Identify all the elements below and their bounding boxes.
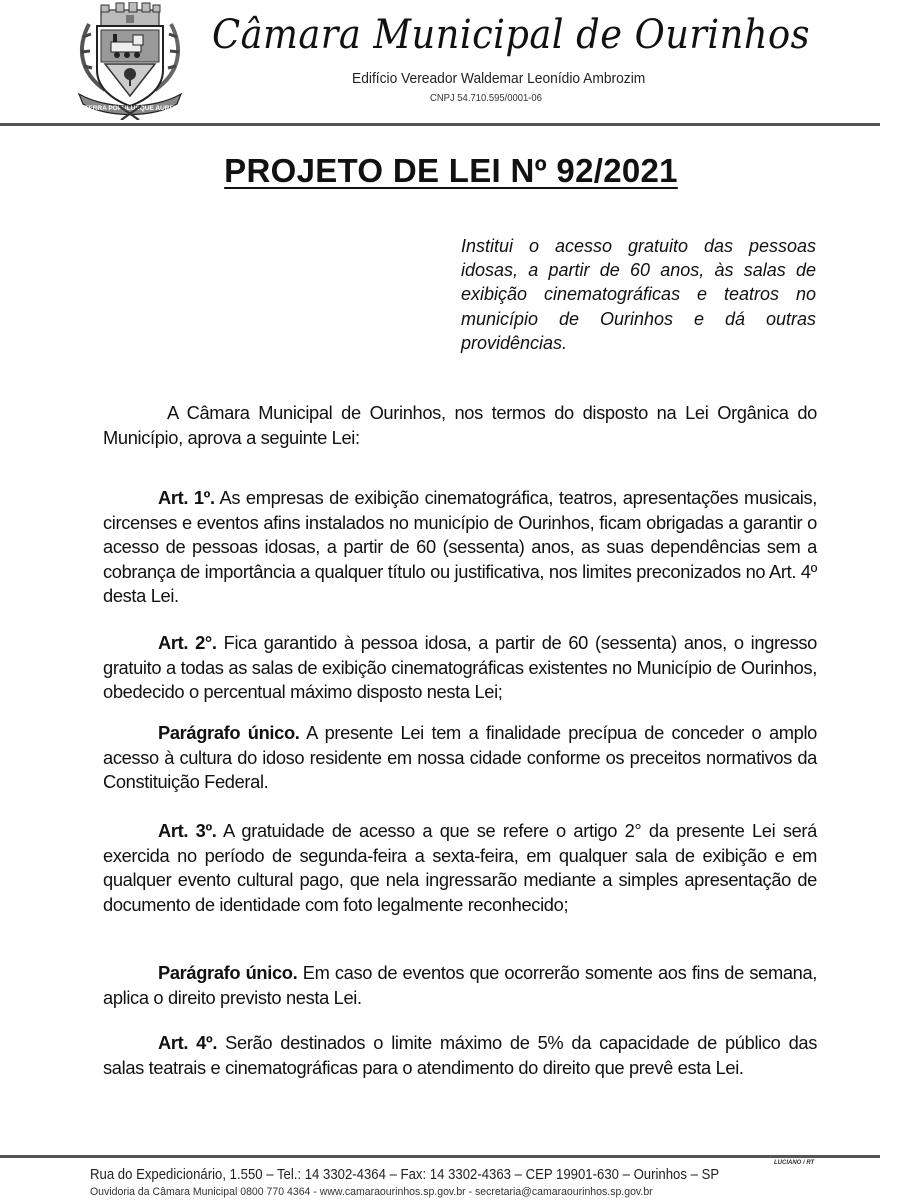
footer-address: Rua do Expedicionário, 1.550 – Tel.: 14 3302-4364 – Fax: 14 3302-4363 – CEP 19901-630 – Ourinhos – SP: [90, 1167, 720, 1183]
paragraph-text: A presente Lei tem a finalidade precípua de conceder o amplo acesso à cultura do idoso residente em nossa cidade conforme os preceitos normativos da Constituição Federal.: [103, 722, 817, 793]
article-3: [103, 819, 817, 917]
article-2: [103, 631, 817, 705]
municipal-coat-of-arms-icon: [67, 2, 193, 120]
preamble-text: A Câmara Municipal de Ourinhos, nos termos do disposto na Lei Orgânica do Município, aprova a seguinte Lei:: [103, 402, 817, 448]
article-text: A gratuidade de acesso a que se refere o artigo 2° da presente Lei será exercida no período de segunda-feira a sexta-feira, em qualquer sala de exibição e em qualquer evento cultural pago, que nela ingressarão mediante a simples apresentação de documento de identidade com foto legalmente reconhecido;: [103, 820, 817, 915]
document-title-text: PROJETO DE LEI Nº 92/2021: [224, 152, 678, 189]
crest-motto: TERRA POPULUSQUE AUREI: [84, 105, 176, 112]
article-label: Art. 1º.: [158, 487, 215, 508]
article-label: Art. 4º.: [158, 1032, 218, 1053]
article-text: Serão destinados o limite máximo de 5% da capacidade de público das salas teatrais e cinematográficas para o atendimento do direito que prevê esta Lei.: [103, 1032, 817, 1078]
paragraph-label: Parágrafo único.: [158, 962, 298, 983]
organization-name: Câmara Municipal de Ourinhos: [212, 12, 810, 58]
article-1: [103, 486, 817, 609]
cnpj-number: CNPJ 54.710.595/0001-06: [430, 92, 542, 104]
paragraph-text: Em caso de eventos que ocorrerão somente aos fins de semana, aplica o direito previsto nesta Lei.: [103, 962, 818, 1008]
article-3-sole-paragraph: [103, 961, 817, 1010]
preamble-paragraph: [103, 401, 817, 450]
bill-summary: Institui o acesso gratuito das pessoas idosas, a partir de 60 anos, às salas de exibição cinematográficas e teatros no município de Ourinhos e dá outras providências.: [461, 236, 816, 353]
footer-divider: [0, 1155, 880, 1158]
article-4: [103, 1031, 817, 1080]
building-name: Edifício Vereador Waldemar Leonídio Ambrozim: [352, 70, 646, 87]
article-text: As empresas de exibição cinematográfica, teatros, apresentações musicais, circenses e eventos afins instalados no município de Ourinhos, ficam obrigadas a garantir o acesso de pessoas idosas, a partir de 60 (sessenta) anos, as suas dependências sem a cobrança de importância a qualquer título ou justificativa, nos limites preconizados no Art. 4º desta Lei.: [103, 487, 817, 607]
header-divider: [0, 123, 880, 126]
article-label: Art. 3º.: [158, 820, 217, 841]
author-initials: LUCIANO / RT: [774, 1160, 815, 1166]
article-label: Art. 2°.: [158, 632, 217, 653]
footer-contact: Ouvidoria da Câmara Municipal 0800 770 4364 - www.camaraourinhos.sp.gov.br - secretaria@camaraourinhos.sp.gov.br: [90, 1186, 653, 1198]
article-text: Fica garantido à pessoa idosa, a partir de 60 (sessenta) anos, o ingresso gratuito a todas as salas de exibição cinematográficas existentes no Município de Ourinhos, obedecido o percentual máximo disposto nesta Lei;: [103, 632, 817, 703]
paragraph-label: Parágrafo único.: [158, 722, 300, 743]
document-title: [0, 152, 902, 190]
article-2-sole-paragraph: [103, 721, 817, 795]
